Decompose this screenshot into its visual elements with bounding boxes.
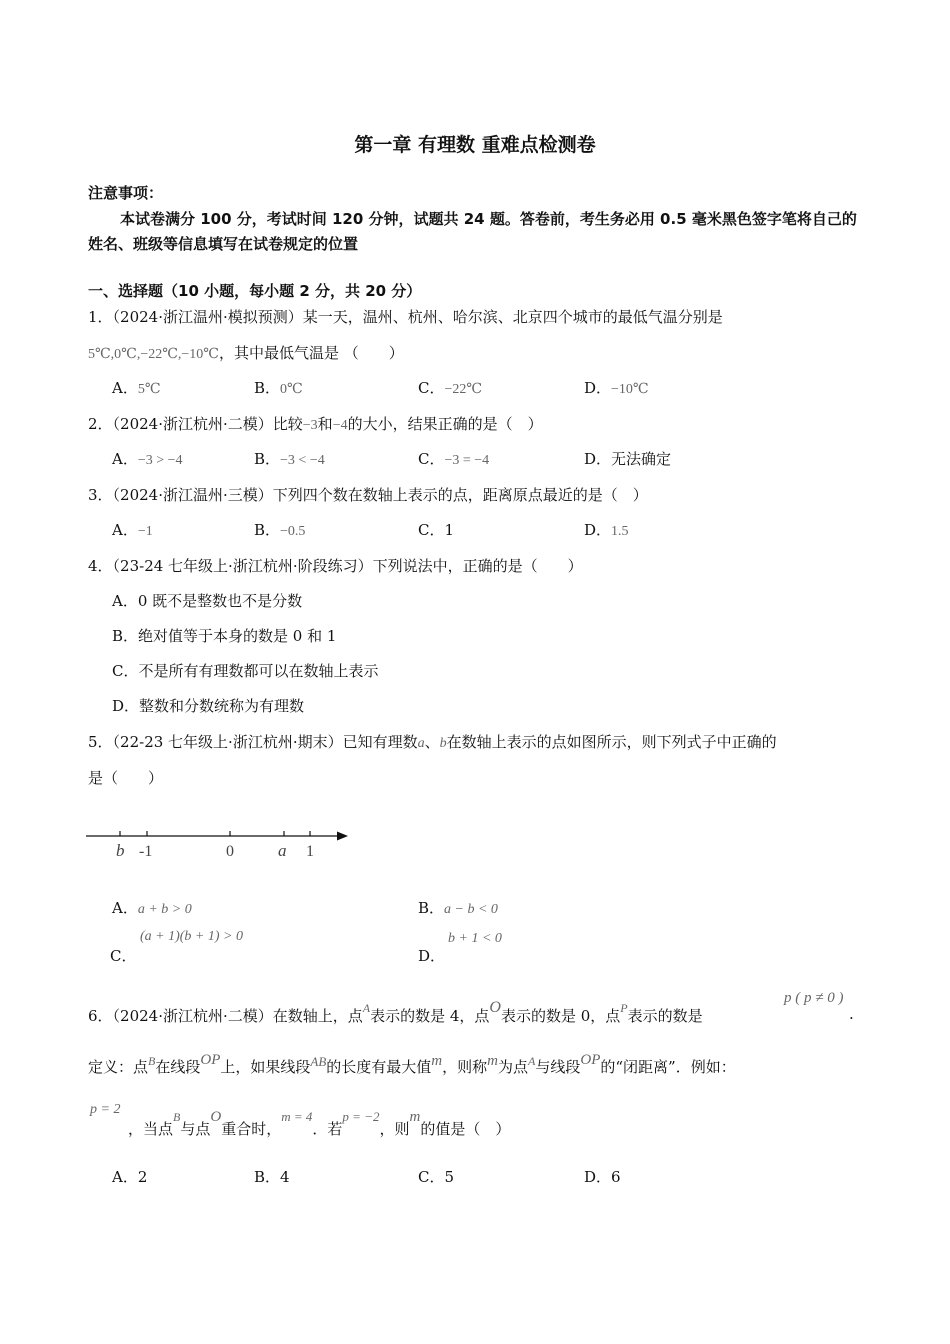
axis-label-1: 1 [306, 843, 314, 860]
q6-expr-p: p ( p ≠ 0 ) [784, 990, 844, 1006]
q4-option-b: B．绝对值等于本身的数是 0 和 1 [112, 627, 337, 645]
q5-option-d-value: b + 1 < 0 [448, 931, 502, 946]
q5-var-a: a [417, 736, 425, 751]
q4-option-c: C．不是所有有理数都可以在数轴上表示 [112, 662, 379, 680]
q1-stem: 1．（2024·浙江温州·模拟预测）某一天，温州、杭州、哈尔滨、北京四个城市的最低气温分别是 [88, 308, 723, 326]
q4-option-a: A．0 既不是整数也不是分数 [112, 592, 303, 610]
q5-option-b: B．a − b < 0 [418, 899, 498, 917]
q5-option-c-value: (a + 1)(b + 1) > 0 [140, 929, 243, 944]
q6-option-c: C．5 [418, 1168, 455, 1186]
q1-stem-line2 [88, 342, 404, 363]
axis-label-0: 0 [226, 843, 234, 860]
number-line-arrow [337, 832, 348, 841]
q3-option-d: D．1.5 [584, 521, 629, 539]
axis-label-b: b [116, 841, 125, 860]
q1-option-a: A．5℃ [112, 379, 161, 397]
q6-option-d: D．6 [584, 1168, 621, 1186]
q2-option-d: D．无法确定 [584, 450, 672, 468]
number-line-figure [80, 822, 370, 864]
q1-option-c: C．−22℃ [418, 379, 483, 397]
q2-option-c: C．−3 = −4 [418, 450, 490, 468]
q3-stem: 3．（2024·浙江温州·三模）下列四个数在数轴上表示的点，距离原点最近的是（ ） [88, 486, 648, 504]
notice-heading: 注意事项： [88, 184, 164, 202]
q6-line3: ，当点$^B$与点O重合时，m = 4．若p = −2，则m的值是（ ） [128, 1109, 511, 1138]
notice-text: 本试卷满分 100 分，考试时间 120 分钟，试题共 24 题。答卷前，考生务必用 0.5 毫米黑色签字笔将自己的姓名、班级等信息填写在试卷规定的位置 [88, 210, 857, 253]
q2-option-b: B．−3 < −4 [254, 450, 325, 468]
q5-option-c-label: C． [110, 947, 137, 965]
page-title: 第一章 有理数 重难点检测卷 [354, 134, 596, 156]
q4-stem: 4．（23-24 七年级上·浙江杭州·阶段练习）下列说法中，正确的是（ ） [88, 557, 583, 575]
q5-var-b: b [439, 736, 447, 751]
q5-option-a: A．a + b > 0 [112, 899, 192, 917]
q5-stem: 5．（22-23 七年级上·浙江杭州·期末）已知有理数a、b在数轴上表示的点如图所示，则下列式子中正确的 [88, 733, 777, 751]
q3-option-a: A．−1 [112, 521, 153, 539]
q5-option-d-label: D． [418, 947, 446, 965]
q1-temps: 5℃,0℃,−22℃,−10℃ [88, 347, 219, 362]
q5-stem-line2: 是（ ） [88, 769, 164, 787]
q6-option-a: A．2 [112, 1168, 148, 1186]
q6-option-b: B．4 [254, 1168, 290, 1186]
q6-eq1: p = 2 [90, 1102, 121, 1117]
q3-option-b: B．−0.5 [254, 521, 306, 539]
q6-line1-end: . [849, 1005, 854, 1023]
section-heading: 一、选择题（10 小题，每小题 2 分，共 20 分） [88, 282, 422, 300]
axis-label-a: a [278, 841, 287, 860]
axis-label-neg1: -1 [139, 843, 153, 860]
q6-line1: 6．（2024·浙江杭州·二模）在数轴上，点$^A$表示的数是 4，点O表示的数是 0，点$^P$表示的数是 [88, 999, 703, 1025]
q2-n1: −3 [302, 418, 318, 433]
q2-n2: −4 [332, 418, 348, 433]
q4-option-d: D．整数和分数统称为有理数 [112, 697, 305, 715]
q1-stem2: ，其中最低气温是 （ ） [218, 344, 404, 362]
q3-option-c: C．1 [418, 521, 455, 539]
q2-option-a: A．−3 > −4 [112, 450, 183, 468]
q1-option-b: B．0℃ [254, 379, 303, 397]
q6-line2: 定义：点$^B$在线段OP上，如果线段AB的长度有最大值m，则称m为点$^A$与线段OP的“闭距离”．例如： [88, 1052, 736, 1076]
q2-stem: 2．（2024·浙江杭州·二模）比较−3和−4的大小，结果正确的是（ ） [88, 415, 543, 433]
q1-option-d: D．−10℃ [584, 379, 649, 397]
